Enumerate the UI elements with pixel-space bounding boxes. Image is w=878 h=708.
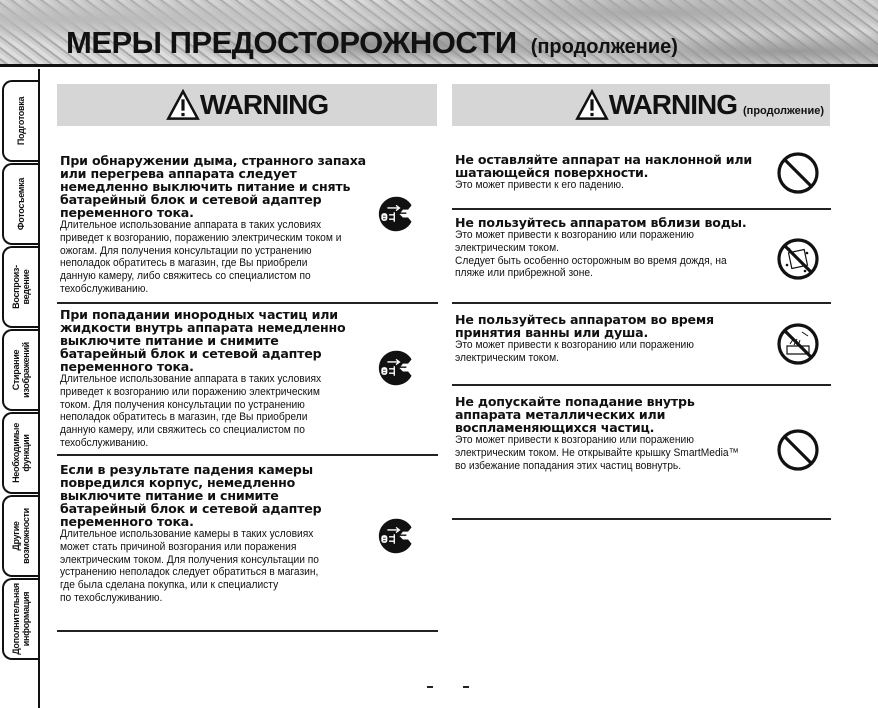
tab-label: Стирание изображений	[11, 342, 31, 398]
warning-heading: При попадании инородных частиц или жидкости внутрь аппарата немедленно выключите питание и снимите батарейный блок и сетевой адаптер переменного тока.	[60, 307, 346, 374]
warning-item	[60, 154, 366, 296]
warning-label: WARNING	[199, 89, 329, 120]
warning-banner-left	[57, 84, 437, 126]
warning-triangle-icon	[575, 89, 609, 121]
tab-label: Необходимые функции	[11, 423, 32, 483]
no-shower-icon	[776, 322, 820, 366]
warning-heading: Если в результате падения камеры повредился корпус, немедленно выключите питание и снимите батарейный блок и сетевой адаптер переменного тока.	[60, 462, 322, 529]
title-subtitle: (продолжение)	[530, 36, 678, 58]
sidebar-tab-functions[interactable]	[2, 412, 38, 494]
page-header	[0, 0, 878, 67]
warning-heading: Не пользуйтесь аппаратом во время принятия ванны или душа.	[455, 312, 714, 340]
warning-item	[60, 463, 338, 605]
sidebar-tab-playback[interactable]	[2, 246, 38, 328]
prohibited-icon	[776, 151, 820, 195]
sidebar-tab-other[interactable]	[2, 495, 38, 577]
page-title	[66, 25, 678, 61]
tab-label: Подготовка	[16, 96, 27, 146]
divider	[452, 518, 831, 520]
unplug-icon	[377, 349, 415, 387]
tab-label: Фотосъемка	[16, 177, 27, 231]
warning-heading: Не оставляйте аппарат на наклонной или шатающейся поверхности.	[455, 152, 753, 180]
warning-item	[455, 153, 752, 192]
unplug-icon	[377, 517, 415, 555]
warning-body: Длительное использование аппарата в таких условиях приведет к возгоранию или поражению электрическим током. Для получения консультации по устранению неполадок обратитесь в магазин, где Вы приобрели данную камеру, или свяжитесь со специалистом по техобслуживанию.	[60, 373, 322, 449]
warning-banner-right	[452, 84, 830, 126]
page-number-dash	[427, 686, 433, 688]
divider	[452, 384, 831, 386]
tab-label: Воспроиз- ведение	[11, 265, 31, 309]
warning-body: Длительное использование аппарата в таких условиях приведет к возгоранию, поражению электрическим током и ожогам. Для получения консультации по устранению неполадок обратитесь в магазин, где Вы приобрели данную камеру, либо свяжитесь со специалистом по техобслуживанию.	[60, 219, 342, 295]
unplug-icon	[377, 195, 415, 233]
divider	[57, 302, 438, 304]
warning-body: Это может привести к возгоранию или поражению электрическим током.	[455, 339, 694, 364]
sidebar-tab-shooting[interactable]	[2, 163, 38, 245]
sidebar-divider	[38, 69, 40, 708]
warning-body: Это может привести к его падению.	[455, 179, 624, 191]
sidebar-tab-preparation[interactable]	[2, 80, 38, 162]
divider	[452, 208, 831, 210]
warning-triangle-icon	[166, 89, 200, 121]
divider	[452, 302, 831, 304]
warning-heading: При обнаружении дыма, странного запаха или перегрева аппарата следует немедленно выключить питание и снять батарейный блок и сетевой адаптер переменного тока.	[60, 153, 366, 220]
warning-label: WARNING	[608, 89, 738, 120]
warning-item	[455, 395, 760, 472]
divider	[57, 454, 438, 456]
no-water-icon	[776, 237, 820, 281]
page-number-dash	[463, 686, 469, 688]
sidebar-tab-erase[interactable]	[2, 329, 38, 411]
sidebar-tab-info[interactable]	[2, 578, 38, 660]
warning-body: Это может привести к возгоранию или поражению электрическим током. Не открывайте крышку SmartMedia™ во избежание попадания этих частиц вовнутрь.	[455, 434, 739, 472]
warning-item	[455, 216, 747, 280]
warning-body: Длительное использование камеры в таких условиях может стать причиной возгорания или поражения электрическим током. Для получения консультации по устранению неполадок следует обратиться в магазин, где была сделана покупка, или к специалисту по техобслуживанию.	[60, 528, 319, 604]
tab-label: Дополнительная информация	[11, 583, 32, 655]
warning-item	[455, 313, 714, 365]
warning-item	[60, 308, 345, 450]
warning-heading: Не пользуйтесь аппаратом вблизи воды.	[455, 215, 747, 230]
prohibited-icon	[776, 428, 820, 472]
warning-continued: (продолжение)	[743, 105, 824, 117]
tab-label: Другие возможности	[11, 508, 31, 564]
divider	[57, 630, 438, 632]
warning-heading: Не допускайте попадание внутрь аппарата металлических или воспламеняющихся частиц.	[455, 394, 695, 435]
warning-body: Это может привести к возгоранию или поражению электрическим током. Следует быть особенно осторожным во время дождя, на пляже или прибрежной зоне.	[455, 229, 727, 280]
title-text: МЕРЫ ПРЕДОСТОРОЖНОСТИ	[66, 25, 517, 60]
